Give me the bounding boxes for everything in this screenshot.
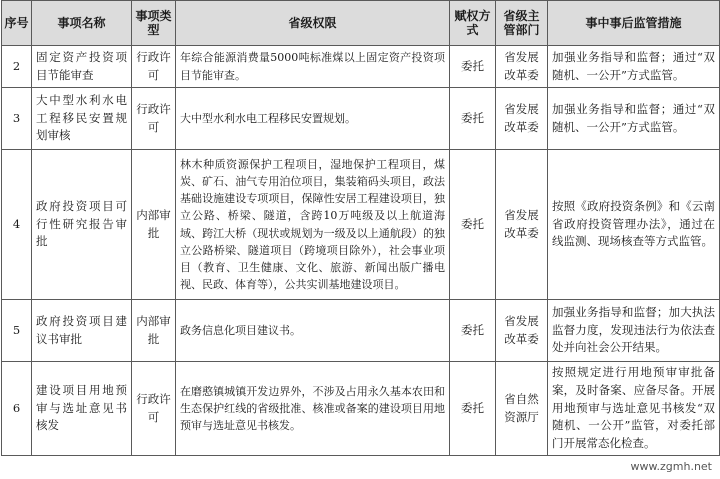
table-body: [2, 46, 720, 456]
cell-dept: 省自然资源厅: [496, 362, 548, 456]
table-row: [2, 362, 720, 456]
cell-measures: 加强业务指导和监督；通过“双随机、一公开”方式监管。: [548, 88, 720, 150]
cell-dept: 省发展改革委: [496, 46, 548, 88]
cell-dept: 省发展改革委: [496, 150, 548, 300]
cell-name: 大中型水利水电工程移民安置规划审核: [32, 88, 132, 150]
cell-type: 行政许可: [132, 88, 176, 150]
cell-name: 政府投资项目可行性研究报告审批: [32, 150, 132, 300]
cell-no: 4: [2, 150, 32, 300]
cell-power: 林木种质资源保护工程项目，湿地保护工程项目，煤炭、矿石、油气专用泊位项目，集装箱码头项目，政法基础设施建设专项项目，保障性安居工程建设项目，独立公路、桥梁、隧道，含跨10万吨级及以上航道海域、跨江大桥（现状或规划为一级及以上通航段）的独立公路桥梁、隧道项目（跨境项目除外），社会事业项目（教育、卫生健康、文化、旅游、新闻出版广播电视、民政、体育等），公共实训基地建设项目。: [176, 150, 450, 300]
header-dept: 省级主管部门: [496, 1, 548, 46]
cell-power: 政务信息化项目建议书。: [176, 300, 450, 362]
cell-type: 行政许可: [132, 46, 176, 88]
header-type: 事项类型: [132, 1, 176, 46]
cell-name: 政府投资项目建议书审批: [32, 300, 132, 362]
table-header: [2, 1, 720, 46]
cell-no: 6: [2, 362, 32, 456]
cell-type: 行政许可: [132, 362, 176, 456]
header-mode: 赋权方式: [450, 1, 496, 46]
cell-no: 2: [2, 46, 32, 88]
cell-name: 固定资产投资项目节能审查: [32, 46, 132, 88]
delegation-table: [1, 0, 720, 456]
cell-mode: 委托: [450, 300, 496, 362]
cell-dept: 省发展改革委: [496, 88, 548, 150]
cell-power: 年综合能源消费量5000吨标准煤以上固定资产投资项目节能审查。: [176, 46, 450, 88]
table-row: [2, 46, 720, 88]
cell-power: 大中型水利水电工程移民安置规划。: [176, 88, 450, 150]
cell-dept: 省发展改革委: [496, 300, 548, 362]
cell-measures: 加强业务指导和监督；通过“双随机、一公开”方式监管。: [548, 46, 720, 88]
header-no: 序号: [2, 1, 32, 46]
header-measures: 事中事后监管措施: [548, 1, 720, 46]
table-row: [2, 300, 720, 362]
cell-mode: 委托: [450, 46, 496, 88]
watermark-text: www.zgmh.net: [630, 460, 712, 473]
table-row: [2, 150, 720, 300]
cell-measures: 加强业务指导和监督；加大执法监督力度，发现违法行为依法查处并向社会公开结果。: [548, 300, 720, 362]
table-row: [2, 88, 720, 150]
cell-power: 在磨憨镇城镇开发边界外，不涉及占用永久基本农田和生态保护红线的省级批准、核准或备案的建设项目用地预审与选址意见书核发。: [176, 362, 450, 456]
cell-type: 内部审批: [132, 150, 176, 300]
cell-mode: 委托: [450, 88, 496, 150]
cell-type: 内部审批: [132, 300, 176, 362]
header-power: 省级权限: [176, 1, 450, 46]
cell-no: 5: [2, 300, 32, 362]
header-row: [2, 1, 720, 46]
cell-mode: 委托: [450, 362, 496, 456]
cell-name: 建设项目用地预审与选址意见书核发: [32, 362, 132, 456]
cell-mode: 委托: [450, 150, 496, 300]
cell-measures: 按照《政府投资条例》和《云南省政府投资管理办法》，通过在线监测、现场核查等方式监管。: [548, 150, 720, 300]
header-name: 事项名称: [32, 1, 132, 46]
cell-measures: 按照规定进行用地预审审批备案，及时备案、应备尽备。开展用地预审与选址意见书核发“双随机、一公开”监管，对委托部门开展常态化检查。: [548, 362, 720, 456]
cell-no: 3: [2, 88, 32, 150]
